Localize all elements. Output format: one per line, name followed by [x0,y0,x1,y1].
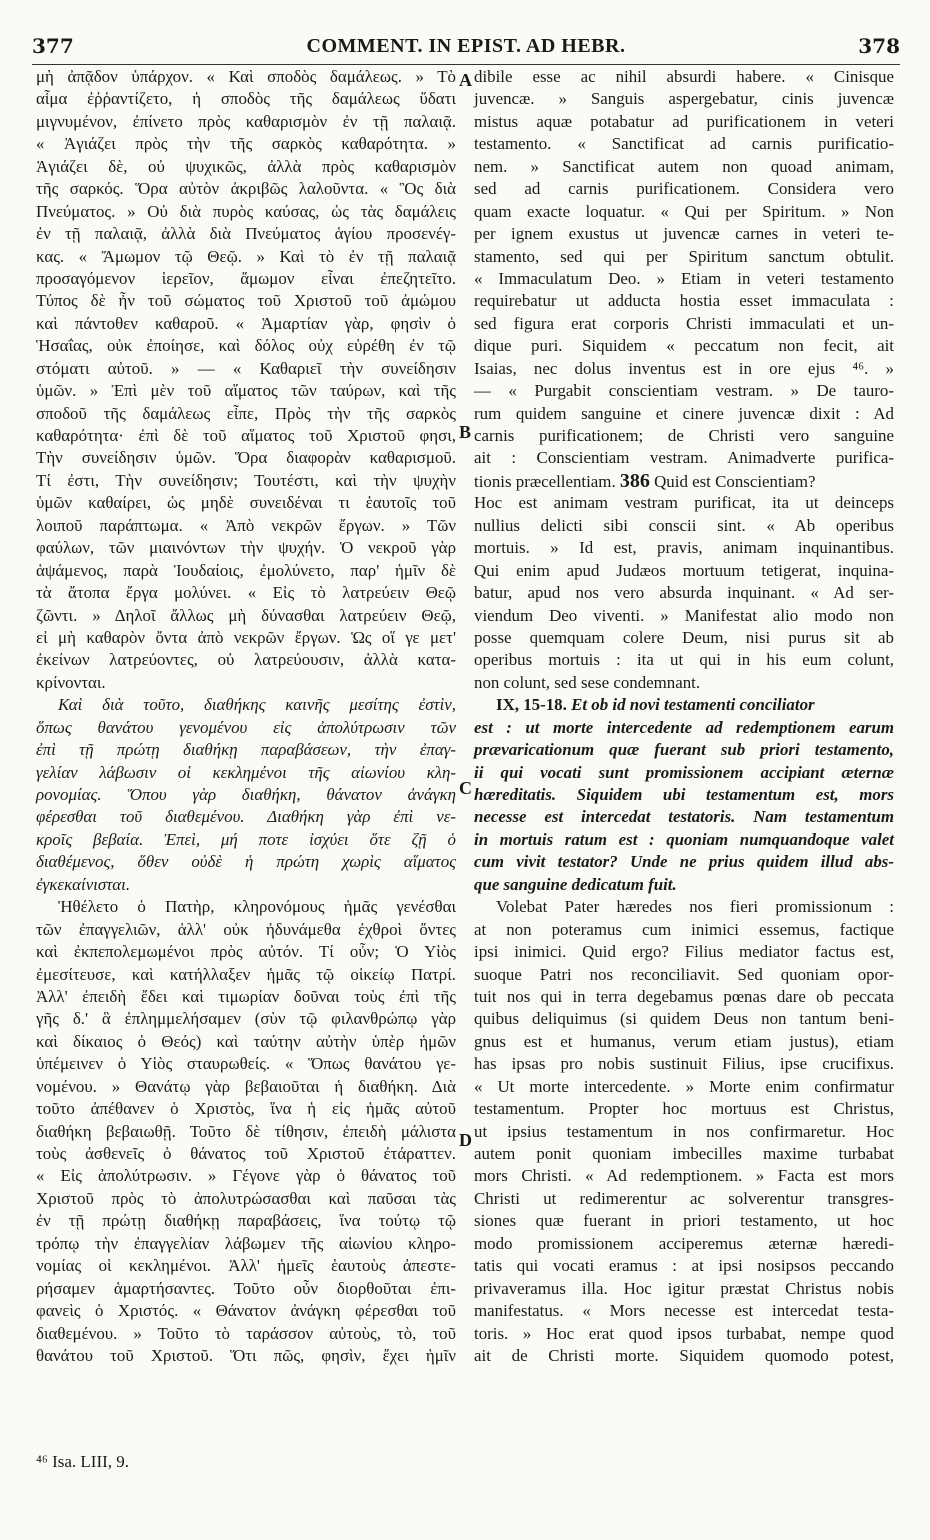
text-line: prævaricationum quæ fuerant sub priori testamento, [474,740,894,760]
text-line: cum vivit testator? Unde ne prius quidem illud abs- [474,852,894,872]
text-line [474,470,894,492]
text-line: mistus aquæ potabatur ad purificationem in veteri [474,111,894,131]
text-line: γελίαν λάβωσιν οἱ κεκλημένοι τῆς αἰωνίου κλη- [36,762,456,782]
text-line: καὶ δίκαιος ὁ Θεός) καὶ ταύτην αὐτὴν ὑπὲρ ἡμῶν [36,1031,456,1051]
text-line: Πνεύματος. » Οὐ διὰ πυρὸς καύσας, ὡς τὰς δαμάλεις [36,201,456,221]
text-line: εἰ μὴ καθαρὸν ὄντα ἀπὸ νεκρῶν ἔργων. Ὡς οἵ γε μετ' [36,627,456,647]
text-line: « Εἰς ἀπολύτρωσιν. » Γέγονε γὰρ ὁ θάνατος τοῦ [36,1166,456,1186]
footnote: ⁴⁶ Isa. LIII, 9. [36,1452,130,1471]
text-line: νομένου. » Θανάτῳ γὰρ βεβαιοῦται ἡ διαθήκη. Διὰ [36,1076,456,1096]
text-line: μὴ ἀπᾷδον ὑπάρχον. « Καὶ σποδὸς δαμάλεως. » Τὸ [36,67,456,86]
text-line: ὅπως θανάτου γενομένου εἰς ἀπολύτρωσιν τῶν [36,717,456,737]
text-line: Hoc est animam vestram purificat, ita ut deinceps [474,493,894,513]
text-line: τοὺς ἀσθενεῖς ὁ θάνατος τοῦ Χριστοῦ ἐτάραττεν. [36,1144,456,1163]
text-line: siones quæ fuerant in priori testamento, ut hoc [474,1211,894,1231]
text-line: in mortuis ratum est : quoniam numquandoque valet [474,829,894,849]
text-line: gnus est et humanus, verum etiam justus), etiam [474,1031,894,1051]
text-line: ἐγκεκαίνισται. [36,874,131,894]
text-line: Τί ἐστι, Τὴν συνείδησιν; Τουτέστι, καὶ τὴν ψυχὴν [36,470,456,490]
text-line: quibus deliquimus (si quidem Deus non tantum beni- [474,1009,894,1029]
text-line: μιγνυμένον, ἐπίνετο πρὸς καθαρισμὸν ἐν τῇ παλαιᾷ. [36,111,456,131]
running-title: COMMENT. IN EPIST. AD HEBR. [306,35,626,57]
text-line: τὰ ἄτοπα ἔργα μολύνει. « Εἰς τὸ λατρεύειν Θεῷ [36,583,456,603]
text-line: καὶ πάντοθεν καθαροῦ. « Ἁμαρτίαν γὰρ, φησὶν ὁ [36,313,456,333]
text-line: testamento. « Sanctificat ad carnis purificatio- [474,134,894,154]
text-fragment: Et ob id novi testamenti conciliator [571,695,815,715]
text-line: ρονομίας. Ὅπου γὰρ διαθήκη, θάνατον ἀνάγκη [36,785,456,804]
column-number-marker: 386 [619,469,650,492]
text-line: θανάτου τοῦ Χριστοῦ. Ὅτι πῶς, φησὶν, ἔχει ἡμῖν [36,1345,456,1365]
text-line: modo promissionem acciperemus æternæ hæredi- [474,1233,894,1253]
text-line: mortuis. » Id est, pravis, animam inquinantibus. [474,538,894,558]
text-line: ἐμεσίτευσε, καὶ κατήλλαξεν ἡμᾶς τῷ οἰκείῳ Πατρί. [36,964,456,984]
text-line: sed ad carnis purificationem. Considera vero [474,179,894,199]
text-line: operibus mortuis : ita ut qui in his eum colunt, [474,650,894,670]
text-line: ἐν τῇ πρώτῃ διαθήκῃ παραβάσεις, ἵνα τούτῳ τῷ [36,1211,456,1231]
text-line: rum quidem sanguine et cinere juvencæ dixit : Ad [474,403,894,423]
page-number-right: 378 [858,34,900,58]
text-line: Ἀλλ' ἐπειδὴ ἔδει καὶ τιμωρίαν δοῦναι τοὺς ἐπὶ τῆς [36,986,456,1006]
text-line: Isaias, nec dolus inventus est in ore ejus ⁴⁶. » [474,358,894,378]
text-line: « Ut morte intercedente. » Morte enim confirmatur [474,1076,894,1096]
text-line: ipsi inimici. Quid ergo? Filius mediator factus est, [474,942,894,962]
text-line: has ipsas pro nobis sustinuit Filius, ipse crucifixus. [474,1054,894,1074]
text-line: διαθεμένου. » Τοῦτο τὸ ταράσσον αὐτοὺς, τὸ, τοῦ [36,1323,456,1343]
margin-letter-c: C [459,778,472,798]
text-line: carnis purificationem; de Christi vero sanguine [474,426,894,445]
text-line: κρίνονται. [36,672,106,692]
text-line: γῆς δ.' ἃ ἐπλημμελήσαμεν (σὺν τῷ φιλανθρώπῳ γὰρ [36,1009,456,1029]
text-line: necesse est intercedat testatoris. Nam testamentum [474,807,894,827]
text-line: Ἡσαΐας, οὐκ ἐποίησε, καὶ δόλος οὐχ εὑρέθη ἐν τῷ [36,336,456,356]
text-line: ὑπέμεινεν ὁ Υἱὸς σταυρωθείς. « Ὅπως θανάτου γε- [36,1054,456,1074]
text-line: καθαρότητα· ἐπὶ δὲ τοῦ αἵματος τοῦ Χριστοῦ φησι, [36,426,456,445]
text-line: nullius delicti sibi conscii sint. « Ab operibus [474,515,894,535]
text-line: mors Christi. « Ad redemptionem. » Facta est mors [474,1166,894,1186]
text-line: « Immaculatum Deo. » Etiam in veteri testamento [474,268,894,288]
text-line: stamento, sed qui per Spiritum sanctum obtulit. [474,246,894,266]
text-line: ut ipsius testamentum in nos confirmaretur. Hoc [474,1121,894,1141]
text-line: ρήσαμεν ἁμαρτήσαντες. Τοῦτο οὖν διορθοῦται ἐπι- [36,1278,456,1298]
text-line: ἐπὶ τῇ πρώτῃ διαθήκῃ παραβάσεων, τὴν ἐπαγ- [36,740,456,760]
text-line: non colunt, sed sese condemnant. [474,672,701,692]
text-line: λοιποῦ παράπτωμα. « Ἀπὸ νεκρῶν ἔργων. » Τῶν [36,515,456,535]
running-header [32,34,900,65]
text-line: autem ponit quoniam imbecilles maxime turbabat [474,1144,894,1163]
text-line: τρόπῳ τὴν ἐπαγγελίαν λάβωμεν τῆς αἰωνίου κληρο- [36,1233,456,1253]
text-line: juvencæ. » Sanguis aspergebatur, cinis juvencæ [474,89,894,109]
text-line: νομίας οἱ κεκλημένοι. Ἀλλ' ἡμεῖς ἑαυτοὺς ἀπεστε- [36,1256,456,1276]
text-line: Volebat Pater hæredes nos fieri promissionum : [496,897,894,917]
text-line: hæreditatis. Siquidem ubi testamentum est, mors [474,785,894,804]
text-line: que sanguine dedicatum fuit. [474,874,677,894]
text-line: φαύλων, τῶν μιαινόντων τὴν ψυχήν. Ὁ νεκροῦ γὰρ [36,538,456,558]
text-line: καὶ ἐκπεπολεμωμένοι πρὸς αὐτόν. Τί οὖν; Ὁ Υἱὸς [36,942,456,962]
text-line: τοῦτο ἀπέθανεν ὁ Χριστὸς, ἵνα ἡ εἰς ἡμᾶς αὐτοῦ [36,1099,456,1119]
text-line: ἁψάμενος, παρὰ Ἰουδαίοις, ἐμολύνετο, παρ' ἡμῖν δὲ [36,560,456,580]
text-line: ἐν τῇ παλαιᾷ, ἀλλὰ διὰ Πνεύματος ἁγίου προσενέγ- [36,224,456,244]
text-line: at non poteramus cum inimici essemus, factique [474,919,894,939]
text-line: toris. » Hoc erat quod ipsos turbabat, nempe quod [474,1323,894,1343]
text-line: ζῶντι. » Δηλοῖ ἄλλως μὴ δύνασθαι λατρεύειν Θεῷ, [36,605,456,625]
text-line: — « Purgabit conscientiam vestram. » De tauro- [474,381,894,401]
text-line: σποδοῦ τῆς δαμάλεως εἶπε, Πρὸς τὴν τῆς σαρκὸς [36,403,456,423]
margin-letter-a: A [459,70,472,90]
text-line: προσαγόμενον ἱερεῖον, ἄμωμον εἶναι ἐπεζητεῖτο. [36,268,456,288]
text-line: στόματι αὐτοῦ. » — « Καθαριεῖ τὴν συνείδησιν [36,358,456,378]
text-line: est : ut morte intercedente ad redemptionem earum [474,717,894,737]
text-line: « Ἁγιάζει πρὸς τὴν τῆς σαρκὸς καθαρότητα. » [36,134,456,154]
text-line: per ignem exustus ut juvencæ carnes in veteri te- [474,224,894,244]
text-line: dibile esse ac nihil absurdi habere. « Cinisque [474,67,894,86]
text-line: φανεὶς ὁ Χριστός. « Θάνατον ἀνάγκη φέρεσθαι τοῦ [36,1301,456,1321]
text-line: batur, apud nos vero absurda inquinant. « Ad ser- [474,583,894,603]
text-line: manifestatus. « Mors necesse est intercedat testa- [474,1301,894,1321]
text-line: Χριστοῦ πρὸς τὸ ἀπολυτρώσασθαι καὶ παῦσαι τὰς [36,1188,456,1208]
text-line: requirebatur ut adducta hostia esset immaculata : [474,291,894,311]
text-line: τῆς σαρκός. Ὅρα αὐτὸν ἀκριβῶς λαλοῦντα. « Ὃς διὰ [36,179,456,199]
text-line: διαθήκη βεβαιωθῇ. Τοῦτο δὲ τίθησιν, ἐπειδὴ μάλιστα [36,1121,456,1141]
verse-reference: IX, 15-18. [496,695,572,715]
text-line: suoque Patri nos reconciliavit. Sed quoniam opor- [474,964,894,984]
margin-letter-b: B [459,422,472,442]
text-line: quam exacte loquatur. « Qui per Spiritum. » Non [474,201,894,221]
text-line: nem. » Sanctificat autem non quoad animam, [474,156,894,176]
text-line: αἷμα ἐῤῥαντίζετο, ἡ σποδὸς τῆς δαμάλεως ὕδατι [36,89,456,109]
text-fragment: tionis præcellentiam. [474,471,620,491]
text-fragment: Quid est Conscientiam? [649,471,816,491]
text-line: Qui enim apud Judæos mortuum tetigerat, inquina- [474,560,894,580]
text-line: testamentum. Propter hoc mortuus est Christus, [474,1099,894,1119]
text-line: Ἠθέλετο ὁ Πατὴρ, κληρονόμους ἡμᾶς γενέσθαι [58,897,456,917]
text-line: tuit nos qui in terra degebamus pœnas dare ob peccata [474,986,894,1006]
text-line: ii qui vocati sunt promissionem accipiant æternæ [474,762,894,782]
greek-column [36,66,456,1367]
text-line: ὑμῶν. » Ἐπὶ μὲν τοῦ αἵματος τῶν ταύρων, καὶ τῆς [36,381,456,401]
latin-column [474,66,894,1367]
text-line: ἐκείνων λατρεύοντες, οὐ λατρεύουσιν, ἀλλὰ κατα- [36,650,456,670]
text-line: Ἁγιάζει δὲ, οὐ ψυχικῶς, ἀλλὰ πρὸς καθαρισμὸν [36,156,456,176]
text-line: κροῖς βεβαία. Ἐπεὶ, μή ποτε ἰσχύει ὅτε ζῇ ὁ [36,829,456,849]
text-line: Τὴν συνείδησιν ὑμῶν. Ὅρα διαφορὰν καθαρισμοῦ. [36,448,456,468]
page-number-left: 377 [32,34,74,58]
text-line: tatis qui vocati eramus : at ipsi nosipsos peccando [474,1256,894,1276]
text-line: ait : Conscientiam vestram. Animadverte purifica- [474,448,894,468]
text-line: Καὶ διὰ τοῦτο, διαθήκης καινῆς μεσίτης ἐστὶν, [58,695,456,715]
text-line: dique puri. Siquidem « peccatum non fecit, ait [474,336,894,356]
margin-letter-d: D [459,1130,472,1150]
text-line: τῶν ἐπαγγελιῶν, ἀλλ' οὐκ ἠδυνάμεθα ἐχθροὶ ὄντες [36,919,456,939]
text-line [474,694,894,716]
text-line: ait de Christi morte. Siquidem quomodo potest, [474,1345,894,1365]
text-line: διαθέμενος, ὅθεν οὐδὲ ἡ πρώτη χωρὶς αἵματος [36,852,456,872]
text-line: privaveramus illa. Hoc igitur præstat Christus nobis [474,1278,894,1298]
text-line: Christi ut redimerentur ac solverentur transgres- [474,1188,894,1208]
text-line: φέρεσθαι τοῦ διαθεμένου. Διαθήκη γὰρ ἐπὶ νε- [36,807,456,827]
text-line: posse quemquam colere Deum, nisi purus sit ab [474,627,894,647]
text-line: Τύπος δὲ ἦν τοῦ σώματος τοῦ Χριστοῦ τοῦ ἀμώμου [36,291,456,311]
text-line: sed figura erat corporis Christi immaculati et un- [474,313,894,333]
text-line: ὑμῶν καθαίρει, ὡς μηδὲ συνειδέναι τι ἑαυτοῖς τοῦ [36,493,456,513]
text-line: κας. « Ἄμωμον τῷ Θεῷ. » Καὶ τὸ ἐν τῇ παλαιᾷ [36,246,456,266]
text-line: viendum Deo viventi. » Manifestat alio modo non [474,605,894,625]
